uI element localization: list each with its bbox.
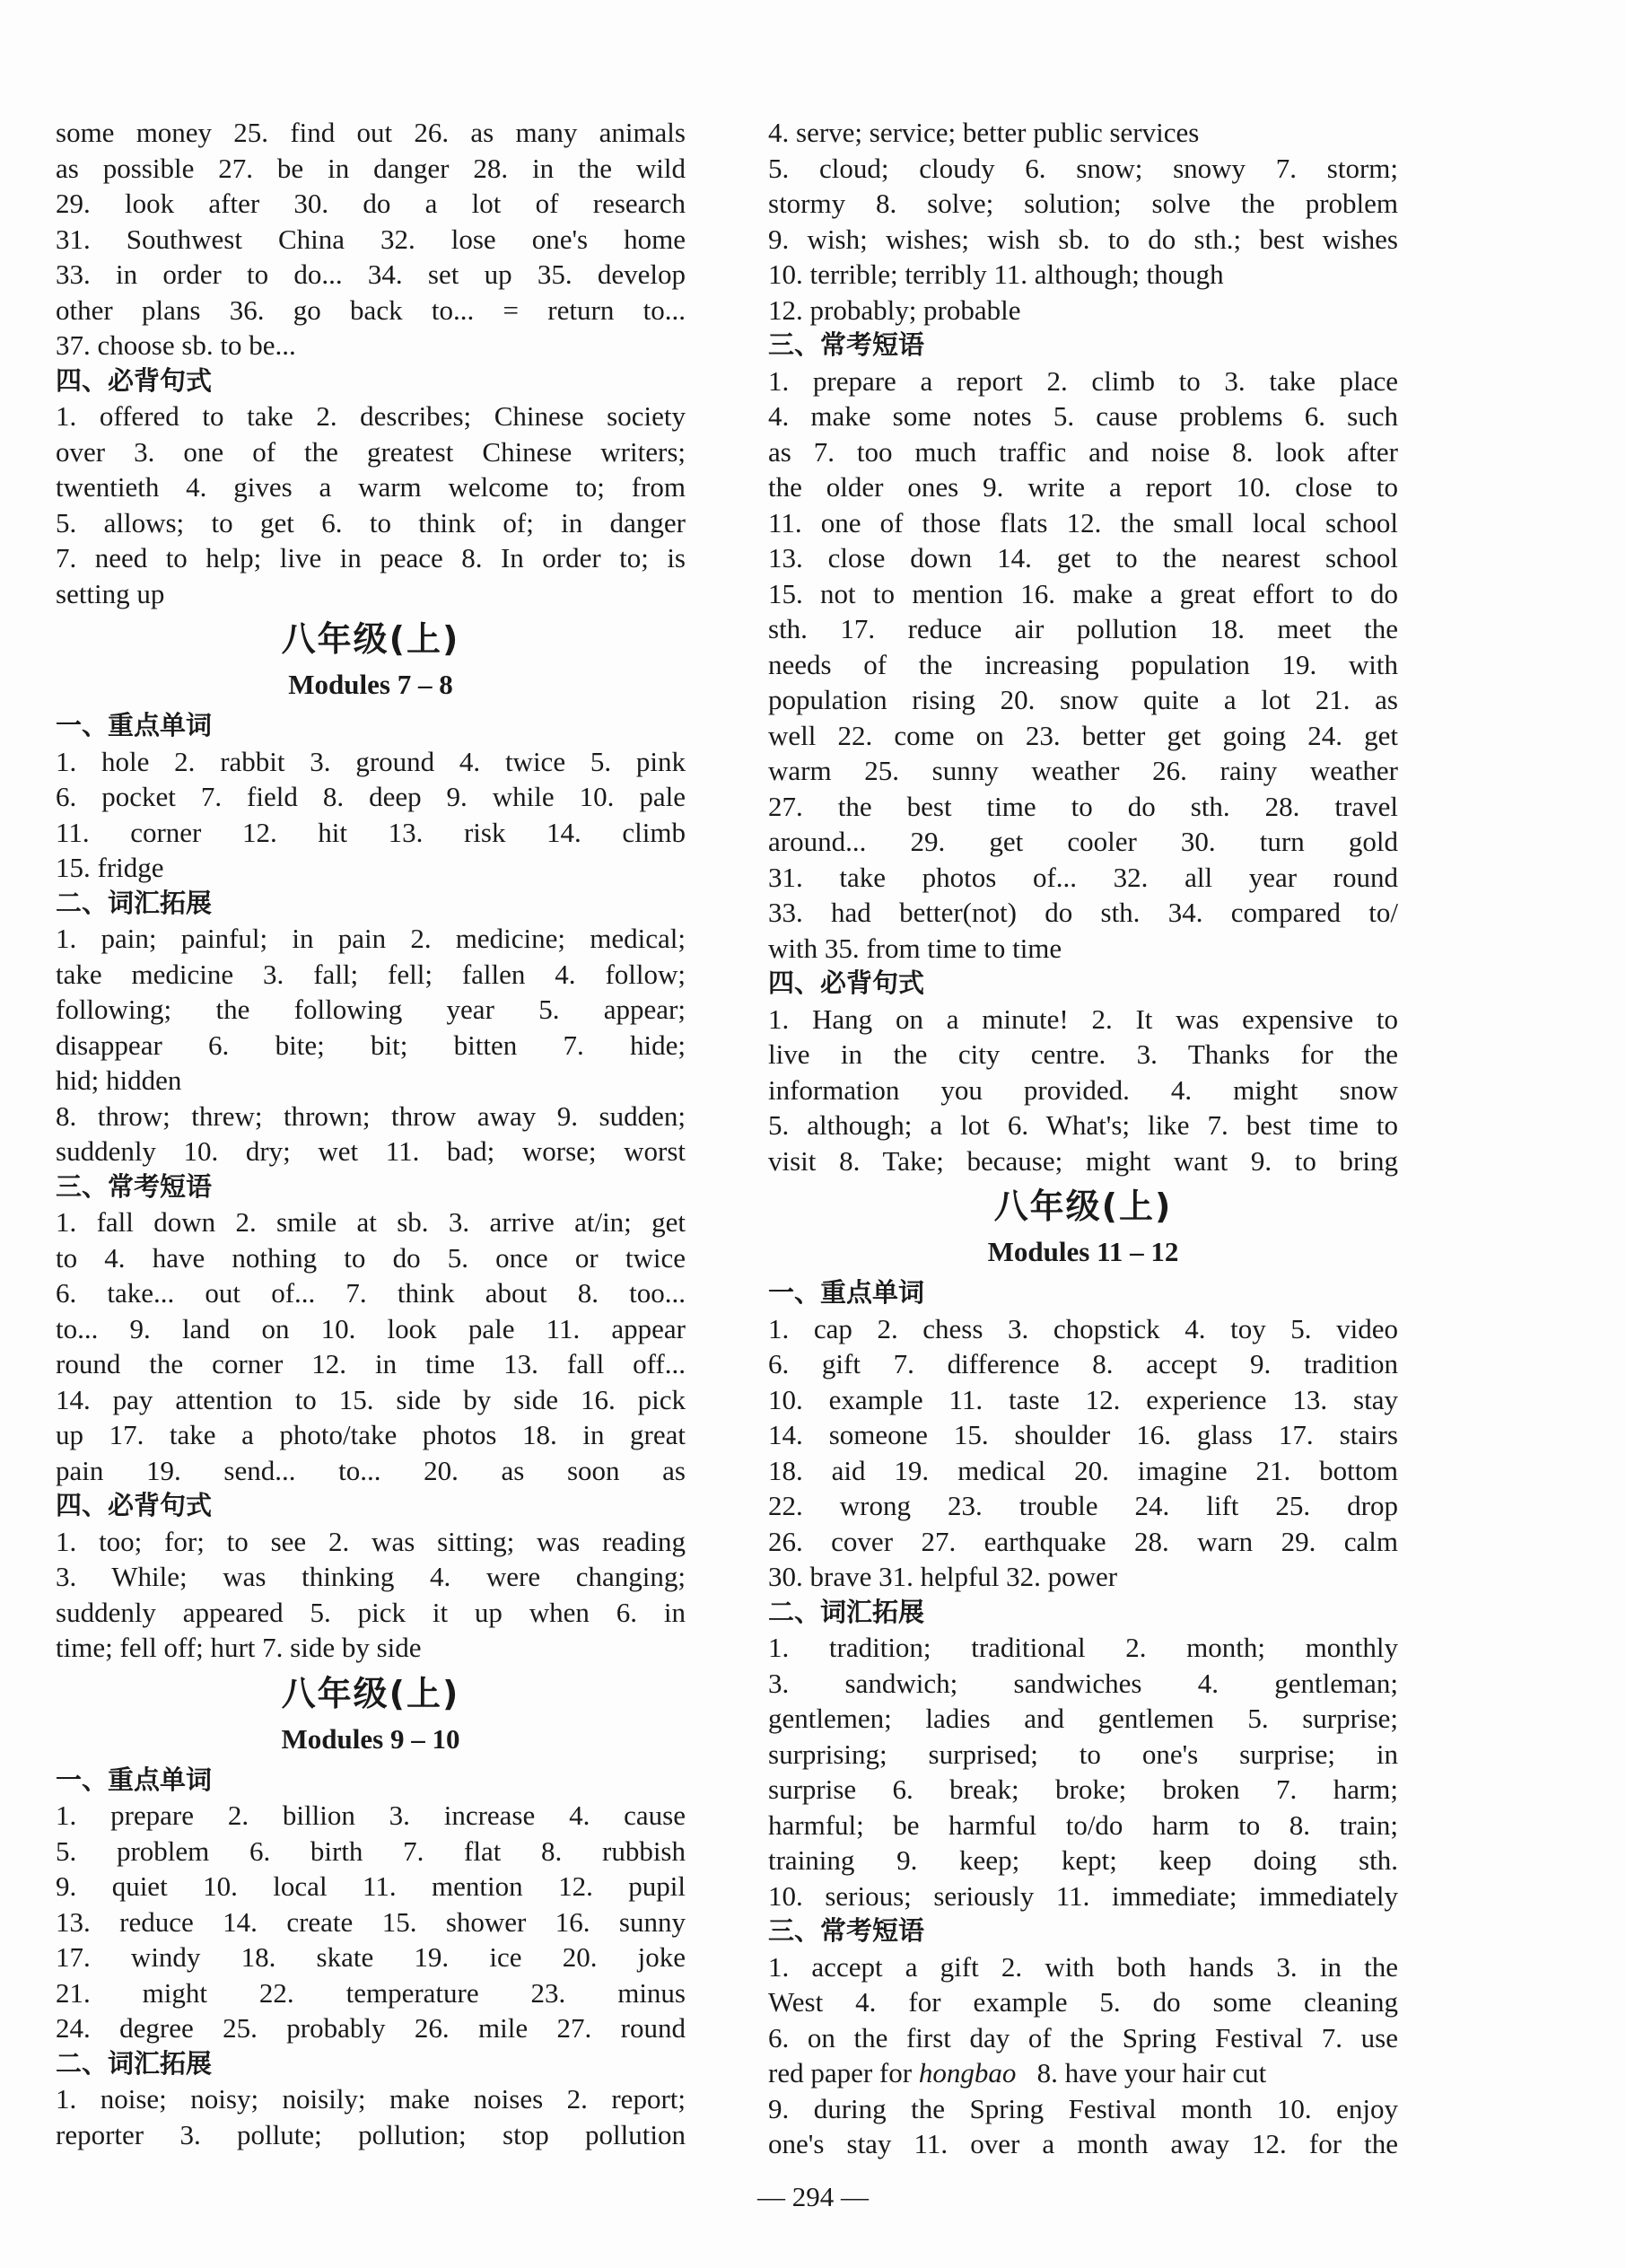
section-heading-sentences: 四、必背句式 xyxy=(56,1490,213,1520)
answer-line: to... 9. land on 10. look pale 11. appear xyxy=(56,1312,686,1344)
answer-line: 1. pain; painful; in pain 2. medicine; medical; xyxy=(56,923,686,954)
section-heading-vocab: 二、词汇拓展 xyxy=(56,887,213,918)
answer-line: 30. brave 31. helpful 32. power xyxy=(768,1561,1118,1592)
answer-line: live in the city centre. 3. Thanks for the xyxy=(768,1038,1398,1070)
answer-line: the older ones 9. write a report 10. close to xyxy=(768,471,1398,503)
answer-line: 33. had better(not) do sth. 34. compared to/ xyxy=(768,897,1398,928)
answer-line: around... 29. get cooler 30. turn gold xyxy=(768,826,1398,857)
answer-line: 1. fall down 2. smile at sb. 3. arrive at/in; get xyxy=(56,1206,686,1238)
answer-line: 11. corner 12. hit 13. risk 14. climb xyxy=(56,816,686,848)
italic-term: hongbao xyxy=(918,2057,1017,2088)
answer-line: 3. While; was thinking 4. were changing; xyxy=(56,1561,686,1592)
answer-line: 6. gift 7. difference 8. accept 9. tradition xyxy=(768,1348,1398,1379)
answer-line: 14. pay attention to 15. side by side 16. pick xyxy=(56,1383,686,1415)
answer-line: 12. probably; probable xyxy=(768,293,1021,326)
answer-line: 24. degree 25. probably 26. mile 27. round xyxy=(56,2012,686,2044)
answer-line: 1. accept a gift 2. with both hands 3. in the xyxy=(768,1950,1398,1983)
answer-line: hid; hidden xyxy=(56,1064,182,1096)
answer-line: 21. might 22. temperature 23. minus xyxy=(56,1976,686,2009)
answer-line: 5. problem 6. birth 7. flat 8. rubbish xyxy=(56,1835,686,1867)
answer-line: 1. noise; noisy; noisily; make noises 2. report; xyxy=(56,2083,686,2115)
grade-title: 八年级(上) xyxy=(993,1187,1173,1226)
answer-line: sth. 17. reduce air pollution 18. meet the xyxy=(768,613,1398,644)
answer-line: visit 8. Take; because; might want 9. to bring xyxy=(768,1144,1398,1177)
answer-line: time; fell off; hurt 7. side by side xyxy=(56,1632,422,1663)
answer-line: twentieth 4. gives a warm welcome to; from xyxy=(56,471,686,503)
answer-line: other plans 36. go back to... = return to... xyxy=(56,293,686,326)
answer-line: 6. take... out of... 7. think about 8. too... xyxy=(56,1277,686,1309)
answer-line: 14. someone 15. shoulder 16. glass 17. stairs xyxy=(768,1419,1398,1450)
section-heading-sentences: 四、必背句式 xyxy=(56,364,213,396)
answer-line: 13. reduce 14. create 15. shower 16. sunny xyxy=(56,1905,686,1938)
grade-title: 八年级(上) xyxy=(281,619,460,659)
section-heading-vocab: 二、词汇拓展 xyxy=(768,1596,925,1627)
answer-line: with 35. from time to time xyxy=(768,932,1062,964)
answer-line: 9. quiet 10. local 11. mention 12. pupil xyxy=(56,1870,686,1902)
answer-line: one's stay 11. over a month away 12. for the xyxy=(768,2128,1398,2159)
answer-line: stormy 8. solve; solution; solve the problem xyxy=(768,188,1398,219)
answer-line: as possible 27. be in danger 28. in the wild xyxy=(56,152,686,184)
answer-line: 13. close down 14. get to the nearest school xyxy=(768,542,1398,574)
answer-line: 1. Hang on a minute! 2. It was expensive to xyxy=(768,1003,1398,1035)
answer-line: 27. the best time to do sth. 28. travel xyxy=(768,790,1398,822)
answer-line: 6. on the first day of the Spring Festival 7. use xyxy=(768,2021,1398,2053)
answer-text: 8. have your hair cut xyxy=(1016,2057,1267,2088)
answer-line: 37. choose sb. to be... xyxy=(56,329,296,361)
answer-line: gentlemen; ladies and gentlemen 5. surprise; xyxy=(768,1703,1398,1734)
answer-line: 15. fridge xyxy=(56,852,164,883)
modules-title: Modules 9 – 10 xyxy=(281,1722,460,1755)
page-number: — 294 — xyxy=(757,2181,869,2212)
answer-line: pain 19. send... to... 20. as soon as xyxy=(56,1454,686,1486)
answer-line: training 9. keep; kept; keep doing sth. xyxy=(768,1844,1398,1876)
answer-line: 1. tradition; traditional 2. month; monthly xyxy=(768,1632,1398,1663)
answer-line: 8. throw; threw; thrown; throw away 9. sudden; xyxy=(56,1099,686,1132)
answer-line: suddenly appeared 5. pick it up when 6. in xyxy=(56,1596,686,1628)
answer-line: setting up xyxy=(56,577,165,609)
answer-line: 1. offered to take 2. describes; Chinese society xyxy=(56,400,686,432)
answer-line: 17. windy 18. skate 19. ice 20. joke xyxy=(56,1941,686,1973)
answer-line: 4. make some notes 5. cause problems 6. such xyxy=(768,400,1398,432)
answer-line: 4. serve; service; better public services xyxy=(768,117,1200,148)
answer-line: 10. example 11. taste 12. experience 13. stay xyxy=(768,1383,1398,1415)
answer-line: 33. in order to do... 34. set up 35. develop xyxy=(56,258,686,290)
modules-title: Modules 7 – 8 xyxy=(288,669,453,700)
answer-line: 7. need to help; live in peace 8. In order to; is xyxy=(56,542,686,574)
answer-line: 5. allows; to get 6. to think of; in danger xyxy=(56,506,686,539)
answer-line: needs of the increasing population 19. with xyxy=(768,648,1398,680)
answer-line: 6. pocket 7. field 8. deep 9. while 10. pale xyxy=(56,781,686,812)
answer-line: reporter 3. pollute; pollution; stop pollution xyxy=(56,2118,686,2150)
answer-line: to 4. have nothing to do 5. once or twice xyxy=(56,1241,686,1274)
answer-line: suddenly 10. dry; wet 11. bad; worse; worst xyxy=(56,1135,686,1167)
answer-line: surprising; surprised; to one's surprise; in xyxy=(768,1738,1398,1770)
answer-line: West 4. for example 5. do some cleaning xyxy=(768,1986,1398,2018)
answer-line: disappear 6. bite; bit; bitten 7. hide; xyxy=(56,1029,686,1061)
answer-text: red paper for xyxy=(768,2057,913,2088)
section-heading-key-words: 一、重点单词 xyxy=(768,1277,925,1308)
answer-line: 29. look after 30. do a lot of research xyxy=(56,188,686,219)
answer-line: 1. hole 2. rabbit 3. ground 4. twice 5. pink xyxy=(56,745,686,777)
modules-title: Modules 11 – 12 xyxy=(987,1236,1179,1267)
answer-line: harmful; be harmful to/do harm to 8. train; xyxy=(768,1808,1398,1841)
answer-line: 22. wrong 23. trouble 24. lift 25. drop xyxy=(768,1490,1398,1521)
answer-line: 18. aid 19. medical 20. imagine 21. bottom xyxy=(768,1454,1398,1486)
answer-line: warm 25. sunny weather 26. rainy weather xyxy=(768,755,1398,786)
answer-line: as 7. too much traffic and noise 8. look after xyxy=(768,435,1398,468)
section-heading-key-words: 一、重点单词 xyxy=(56,710,213,740)
answer-line-mixed xyxy=(768,2055,1398,2091)
answer-line: surprise 6. break; broke; broken 7. harm; xyxy=(768,1773,1398,1805)
left-column xyxy=(56,115,686,2152)
section-heading-phrases: 三、常考短语 xyxy=(768,329,925,360)
answer-line: 1. prepare 2. billion 3. increase 4. cause xyxy=(56,1800,686,1831)
answer-line: 9. wish; wishes; wish sb. to do sth.; best wishes xyxy=(768,223,1398,255)
answer-line: some money 25. find out 26. as many animals xyxy=(56,117,686,148)
answer-line: 5. although; a lot 6. What's; like 7. best time to xyxy=(768,1109,1398,1141)
answer-line: up 17. take a photo/take photos 18. in great xyxy=(56,1419,686,1450)
answer-line: 5. cloud; cloudy 6. snow; snowy 7. storm; xyxy=(768,152,1398,184)
answer-line: 10. terrible; terribly 11. although; though xyxy=(768,258,1224,290)
answer-line: 9. during the Spring Festival month 10. enjoy xyxy=(768,2092,1398,2124)
answer-line: round the corner 12. in time 13. fall off... xyxy=(56,1348,686,1379)
section-heading-vocab: 二、词汇拓展 xyxy=(56,2047,213,2079)
answer-line: population rising 20. snow quite a lot 21. as xyxy=(768,684,1398,715)
section-heading-sentences: 四、必背句式 xyxy=(768,968,925,998)
section-heading-phrases: 三、常考短语 xyxy=(56,1170,213,1202)
answer-line: 1. prepare a report 2. climb to 3. take place xyxy=(768,364,1398,397)
answer-line: information you provided. 4. might snow xyxy=(768,1073,1398,1106)
answer-line: 15. not to mention 16. make a great effort to do xyxy=(768,577,1398,609)
answer-line: 26. cover 27. earthquake 28. warn 29. calm xyxy=(768,1525,1398,1557)
answer-line: 31. take photos of... 32. all year round xyxy=(768,861,1398,893)
section-heading-key-words: 一、重点单词 xyxy=(56,1764,213,1795)
grade-title: 八年级(上) xyxy=(281,1673,460,1713)
answer-line: over 3. one of the greatest Chinese writers; xyxy=(56,435,686,468)
answer-line: take medicine 3. fall; fell; fallen 4. follow; xyxy=(56,958,686,990)
right-column xyxy=(768,115,1398,2162)
section-heading-phrases: 三、常考短语 xyxy=(768,1915,925,1946)
answer-line: 31. Southwest China 32. lose one's home xyxy=(56,223,686,255)
answer-line: 1. cap 2. chess 3. chopstick 4. toy 5. video xyxy=(768,1312,1398,1344)
answer-line: 11. one of those flats 12. the small local school xyxy=(768,506,1398,539)
answer-line: 3. sandwich; sandwiches 4. gentleman; xyxy=(768,1667,1398,1699)
answer-line: 10. serious; seriously 11. immediate; immediately xyxy=(768,1879,1398,1912)
answer-line: 1. too; for; to see 2. was sitting; was reading xyxy=(56,1525,686,1557)
answer-line: well 22. come on 23. better get going 24. get xyxy=(768,719,1398,751)
answer-line: following; the following year 5. appear; xyxy=(56,994,686,1025)
